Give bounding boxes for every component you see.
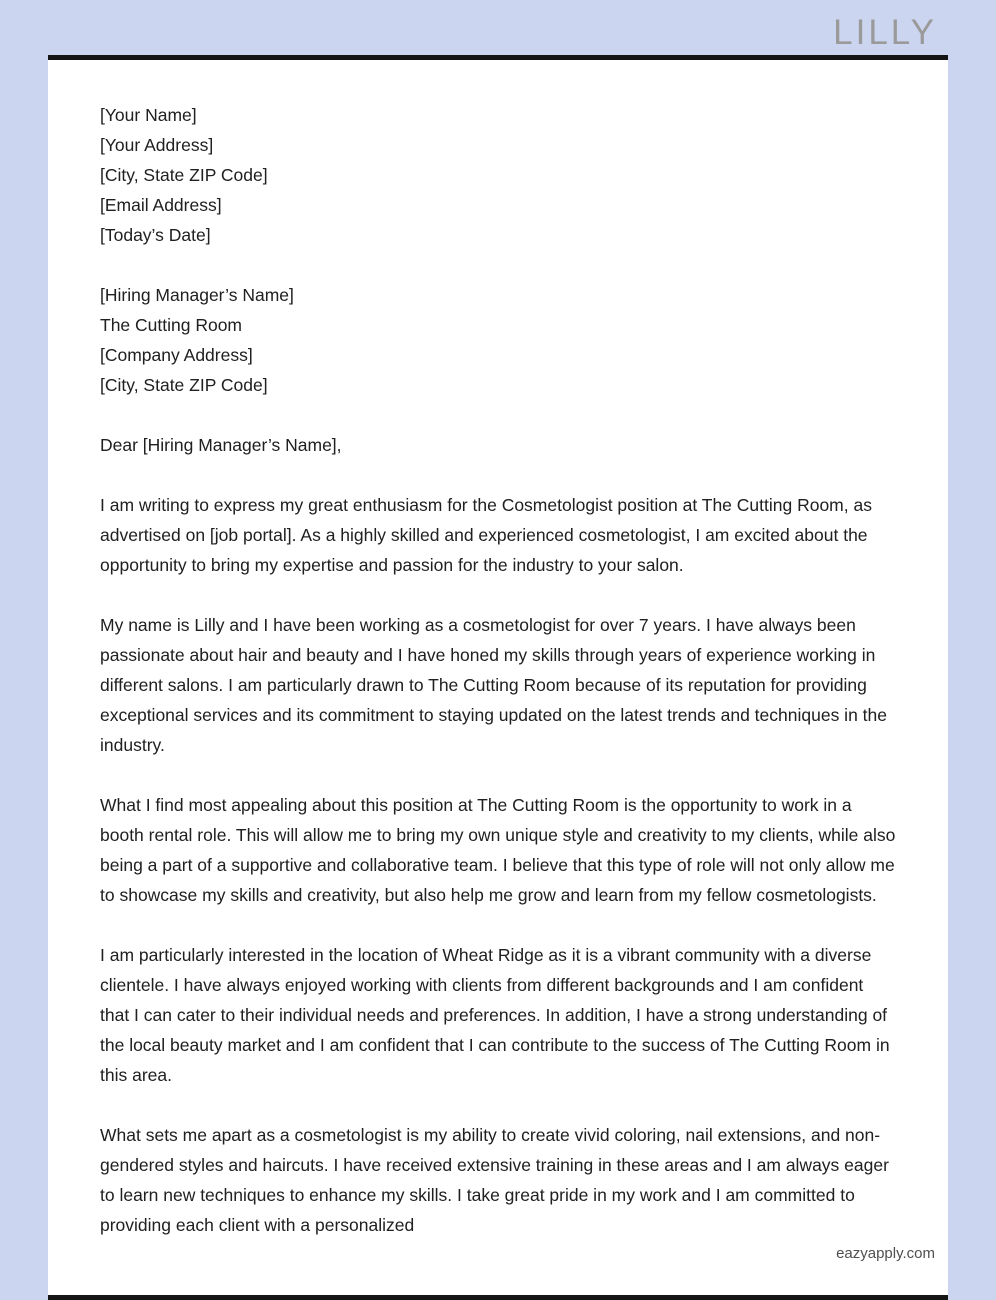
brand-logo: LILLY	[833, 13, 937, 52]
recipient-block	[100, 280, 896, 400]
recipient-name: [Hiring Manager’s Name]	[100, 285, 294, 305]
letter-page	[48, 55, 948, 1300]
letter-date: [Today’s Date]	[100, 225, 211, 245]
sender-block	[100, 100, 896, 250]
paragraph-location: I am particularly interested in the location of Wheat Ridge as it is a vibrant community with a diverse clientele. I have always enjoyed working with clients from different backgrounds and I am confident that I can cater to their individual needs and preferences. In addition, I have a strong understanding of the local beauty market and I am confident that I can contribute to the success of The Cutting Room in this area.	[100, 945, 890, 1085]
paragraph-role-appeal: What I find most appealing about this position at The Cutting Room is the opportunity to work in a booth rental role. This will allow me to bring my own unique style and creativity to my clients, while also being a part of a supportive and collaborative team. I believe that this type of role will not only allow me to showcase my skills and creativity, but also help me grow and learn from my fellow cosmetologists.	[100, 795, 896, 905]
recipient-city-state-zip: [City, State ZIP Code]	[100, 375, 268, 395]
sender-name: [Your Name]	[100, 105, 197, 125]
paragraph-intro: I am writing to express my great enthusiasm for the Cosmetologist position at The Cutting Room, as advertised on [job portal]. As a highly skilled and experienced cosmetologist, I am excited about the opportunity to bring my expertise and passion for the industry to your salon.	[100, 495, 872, 575]
salutation: Dear [Hiring Manager’s Name],	[100, 435, 342, 455]
recipient-company: The Cutting Room	[100, 315, 243, 335]
watermark: eazyapply.com	[836, 1245, 935, 1262]
paragraph-experience: My name is Lilly and I have been working as a cosmetologist for over 7 years. I have always been passionate about hair and beauty and I have honed my skills through years of experience working in different salons. I am particularly drawn to The Cutting Room because of its reputation for providing exceptional services and its commitment to staying updated on the latest trends and techniques in the industry.	[100, 615, 887, 755]
sender-address: [Your Address]	[100, 135, 214, 155]
sender-email: [Email Address]	[100, 195, 222, 215]
sender-city-state-zip: [City, State ZIP Code]	[100, 165, 268, 185]
paragraph-skills: What sets me apart as a cosmetologist is my ability to create vivid coloring, nail extensions, and non-gendered styles and haircuts. I have received extensive training in these areas and I am always eager to learn new techniques to enhance my skills. I take great pride in my work and I am committed to providing each client with a personalized	[100, 1125, 889, 1235]
recipient-address: [Company Address]	[100, 345, 253, 365]
